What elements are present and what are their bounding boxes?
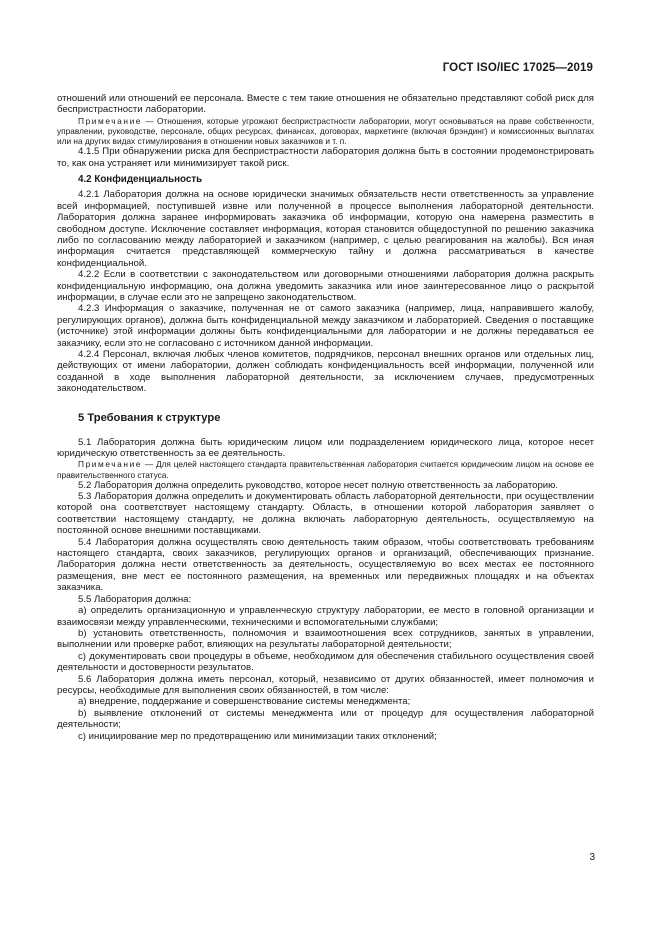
paragraph-4-2-4: 4.2.4 Персонал, включая любых членов комитетов, подрядчиков, персонал внешних органов или отдельных лиц, действующих от имени лаборатории, должен соблюдать конфиденциальность всей информации, полученной или созданной в ходе выполнения лабораторной деятельности, за исключением случаев, предусмотренных законодательством. bbox=[57, 349, 594, 395]
paragraph-4-2-3: 4.2.3 Информация о заказчике, полученная не от самого заказчика (например, лица, направившего жалобу, регулирующих органов), должна быть конфиденциальной между заказчиком и лабораторией. Сведения о поставщике (источнике) этой информации должны быть конфиденциальными для лаборатории и не должны передаваться ее заказчику, если это не согласовано с источником данной информации. bbox=[57, 303, 594, 349]
paragraph-5-4: 5.4 Лаборатория должна осуществлять свою деятельность таким образом, чтобы соответствовать требованиям настоящего стандарта, своих заказчиков, регулирующих органов и организаций, обеспечивающих признание. Лаборатория должна нести ответственность за деятельность, осуществляемую во всех местах ее постоянного размещения, вне мест ее постоянного размещения, на временных или передвижных площадях и на объектах заказчика. bbox=[57, 536, 594, 594]
page-number: 3 bbox=[589, 852, 595, 863]
paragraph-5-5: 5.5 Лаборатория должна: bbox=[78, 593, 192, 605]
list-item-5-5-b: b) установить ответственность, полномочия и взаимоотношения всех сотрудников, занятых в управлении, выполнении или проверке работ, влияющих на результаты лабораторной деятельности; bbox=[57, 627, 594, 651]
paragraph-4-2-2: 4.2.2 Если в соответствии с законодательством или договорными отношениями лаборатория должна раскрыть конфиденциальную информацию, она должна уведомить заказчика или иное заинтересованное лицо о раскрытой информации, в случае если это не запрещено законодательством. bbox=[57, 269, 594, 303]
paragraph-5-1: 5.1 Лаборатория должна быть юридическим лицом или подразделением юридического лица, которое несет юридическую ответственность за ее деятельность. bbox=[57, 436, 594, 460]
paragraph-5-6: 5.6 Лаборатория должна иметь персонал, который, независимо от других обязанностей, имеет полномочия и ресурсы, необходимые для выполнения своих обязанностей, в том числе: bbox=[57, 673, 594, 696]
paragraph: отношений или отношений ее персонала. Вместе с тем такие отношения не обязательно представляют собой риск для беспристрастности лаборатории. bbox=[57, 93, 594, 116]
list-item-5-5-c: c) документировать свои процедуры в объеме, необходимом для обеспечения стабильного осуществления своей деятельности и достоверности результатов. bbox=[57, 650, 594, 674]
note-label: Примечание bbox=[78, 115, 143, 126]
note-text: — Для целей настоящего стандарта правительственная лаборатория считается юридическим лицом на основе ее правительственного статуса. bbox=[57, 459, 594, 480]
note bbox=[57, 116, 594, 146]
document-body bbox=[57, 93, 594, 742]
list-item-5-6-b: b) выявление отклонений от системы менеджмента или от процедур для осуществления лабораторной деятельности; bbox=[57, 707, 594, 731]
paragraph-5-2: 5.2 Лаборатория должна определить руководство, которое несет полную ответственность за лабораторию. bbox=[78, 479, 558, 491]
list-item-5-6-a: a) внедрение, поддержание и совершенствование системы менеджмента; bbox=[78, 696, 411, 708]
section-heading-4-2: 4.2 Конфиденциальность bbox=[78, 173, 203, 185]
section-heading-5: 5 Требования к структуре bbox=[78, 411, 221, 424]
paragraph-5-3: 5.3 Лаборатория должна определить и документировать область лабораторной деятельности, при осуществлении которой она соответствует настоящему стандарту. Область, в отношении которой лаборатория заявляет о соответствии настоящему стандарту, не должна включать лабораторную деятельность, осуществляемую на постоянной основе внешними поставщиками. bbox=[57, 491, 594, 537]
list-item-5-6-c: c) инициирование мер по предотвращению или минимизации таких отклонений; bbox=[78, 730, 437, 742]
list-item-5-5-a: a) определить организационную и управленческую структуру лаборатории, ее место в головной организации и взаимосвязи между управленческими, техническими и вспомогательными службами; bbox=[57, 605, 594, 628]
paragraph-4-1-5: 4.1.5 При обнаружении риска для беспристрастности лаборатория должна быть в состоянии продемонстрировать то, как она устраняет или минимизирует такой риск. bbox=[57, 146, 594, 169]
note bbox=[57, 459, 594, 479]
paragraph-4-2-1: 4.2.1 Лаборатория должна на основе юридически значимых обязательств нести ответственность за управление всей информацией, поступившей извне или полученной в процессе выполнения лабораторной деятельности. Лаборатория должна заранее информировать заказчика об информации, которую она намерена разместить в свободном доступе. Исключение составляет информация, которая становится общедоступной по решению заказчика либо по согласованию между лабораторией и заказчиком (например, с целью реагирования на жалобы). Вся иная информация считается представляющей коммерческую тайну и должна рассматриваться в качестве конфиденциальной. bbox=[57, 189, 594, 269]
document-code: ГОСТ ISO/IEC 17025—2019 bbox=[442, 62, 593, 74]
note-label: Примечание bbox=[78, 459, 143, 470]
note-text: — Отношения, которые угрожают беспристрастности лаборатории, могут основываться на праве собственности, управлении, руководстве, персонале, общих ресурсах, финансах, договорах, маркетинге (включая брэндинг) и комиссионных выплатах или на других видах стимулирования в отношении новых заказчиков и т. п. bbox=[57, 115, 594, 146]
